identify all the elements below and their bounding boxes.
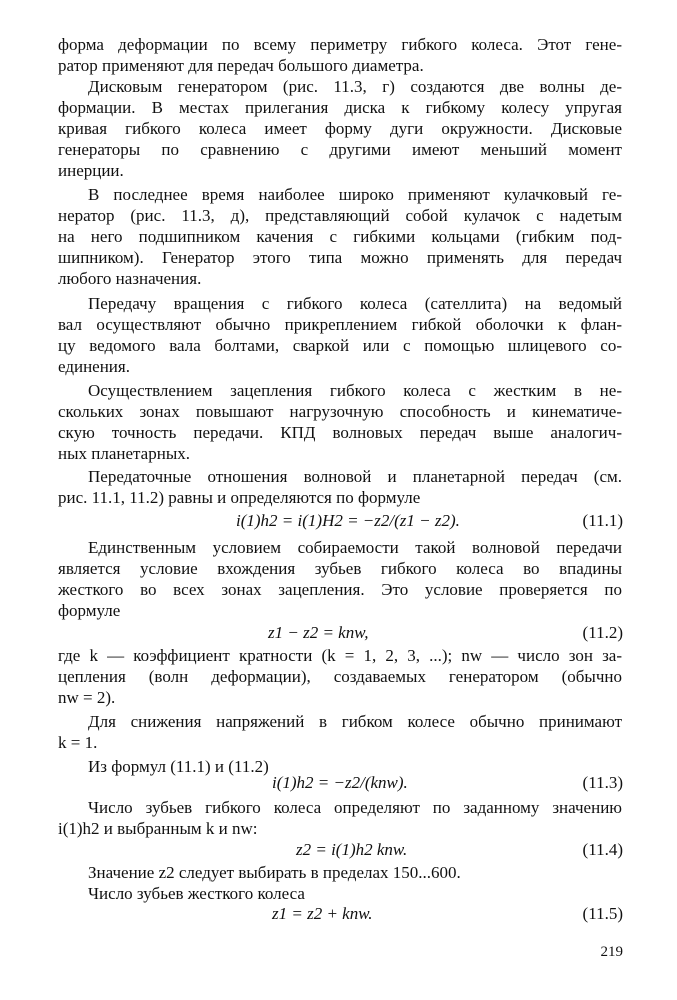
text-line: Дисковым генератором (рис. 11.3, г) создаются две волны де-	[88, 77, 622, 96]
text-line: шипником). Генератор этого типа можно применять для передач	[58, 248, 622, 267]
text-line: ных планетарных.	[58, 444, 190, 463]
text-line: k = 1.	[58, 733, 98, 752]
text-line: форма деформации по всему периметру гибкого колеса. Этот гене-	[58, 35, 622, 54]
text-line: i(1)h2 и выбранным k и nw:	[58, 819, 258, 838]
equation-11-3: i(1)h2 = −z2/(knw).	[272, 773, 408, 792]
text-line: Из формул (11.1) и (11.2)	[88, 757, 269, 776]
text-line: жесткого во всех зонах зацепления. Это условие проверяется по	[58, 580, 622, 599]
text-line: Осуществлением зацепления гибкого колеса с жестким в не-	[88, 381, 622, 400]
text-line: скую точность передачи. КПД волновых передач выше аналогич-	[58, 423, 622, 442]
equation-number: (11.4)	[582, 840, 623, 859]
equation-number: (11.3)	[582, 773, 623, 792]
text-line: ратор применяют для передач большого диаметра.	[58, 56, 424, 75]
text-line: формуле	[58, 601, 121, 620]
text-line: на него подшипником качения с гибкими кольцами (гибким под-	[58, 227, 622, 246]
text-line: Для снижения напряжений в гибком колесе обычно принимают	[88, 712, 622, 731]
text-line: генераторы по сравнению с другими имеют меньший момент	[58, 140, 622, 159]
text-line: формации. В местах прилегания диска к гибкому колесу упругая	[58, 98, 622, 117]
text-line: Число зубьев жесткого колеса	[88, 884, 305, 903]
text-line: Значение z2 следует выбирать в пределах 150...600.	[88, 863, 461, 882]
text-line: Передаточные отношения волновой и планетарной передач (см.	[88, 467, 622, 486]
text-line: рис. 11.1, 11.2) равны и определяются по формуле	[58, 488, 421, 507]
text-line: nw = 2).	[58, 688, 116, 707]
page-number: 219	[600, 944, 623, 960]
text-line: любого назначения.	[58, 269, 202, 288]
equation-11-5: z1 = z2 + knw.	[272, 904, 373, 923]
text-line: Число зубьев гибкого колеса определяют по заданному значению	[88, 798, 622, 817]
equation-number: (11.5)	[582, 904, 623, 923]
text-line: единения.	[58, 357, 130, 376]
equation-number: (11.2)	[582, 623, 623, 642]
text-line: где k — коэффициент кратности (k = 1, 2, 3, ...); nw — число зон за-	[58, 646, 622, 665]
text-line: цу ведомого вала болтами, сваркой или с помощью шлицевого со-	[58, 336, 622, 355]
text-line: Единственным условием собираемости такой волновой передачи	[88, 538, 622, 557]
text-line: вал осуществляют обычно прикреплением гибкой оболочки к флан-	[58, 315, 622, 334]
equation-11-4: z2 = i(1)h2 knw.	[296, 840, 408, 859]
equation-11-1: i(1)h2 = i(1)H2 = −z2/(z1 − z2).	[236, 511, 460, 530]
equation-number: (11.1)	[582, 511, 623, 530]
text-line: нератор (рис. 11.3, д), представляющий собой кулачок с надетым	[58, 206, 622, 225]
equation-11-2: z1 − z2 = knw,	[268, 623, 369, 642]
text-line: Передачу вращения с гибкого колеса (сателлита) на ведомый	[88, 294, 622, 313]
text-line: цепления (волн деформации), создаваемых генератором (обычно	[58, 667, 622, 686]
text-line: кривая гибкого колеса имеет форму дуги окружности. Дисковые	[58, 119, 622, 138]
text-line: В последнее время наиболее широко применяют кулачковый ге-	[88, 185, 622, 204]
text-line: скольких зонах повышают нагрузочную способность и кинематиче-	[58, 402, 622, 421]
text-line: является условие вхождения зубьев гибкого колеса во впадины	[58, 559, 622, 578]
text-line: инерции.	[58, 161, 124, 180]
